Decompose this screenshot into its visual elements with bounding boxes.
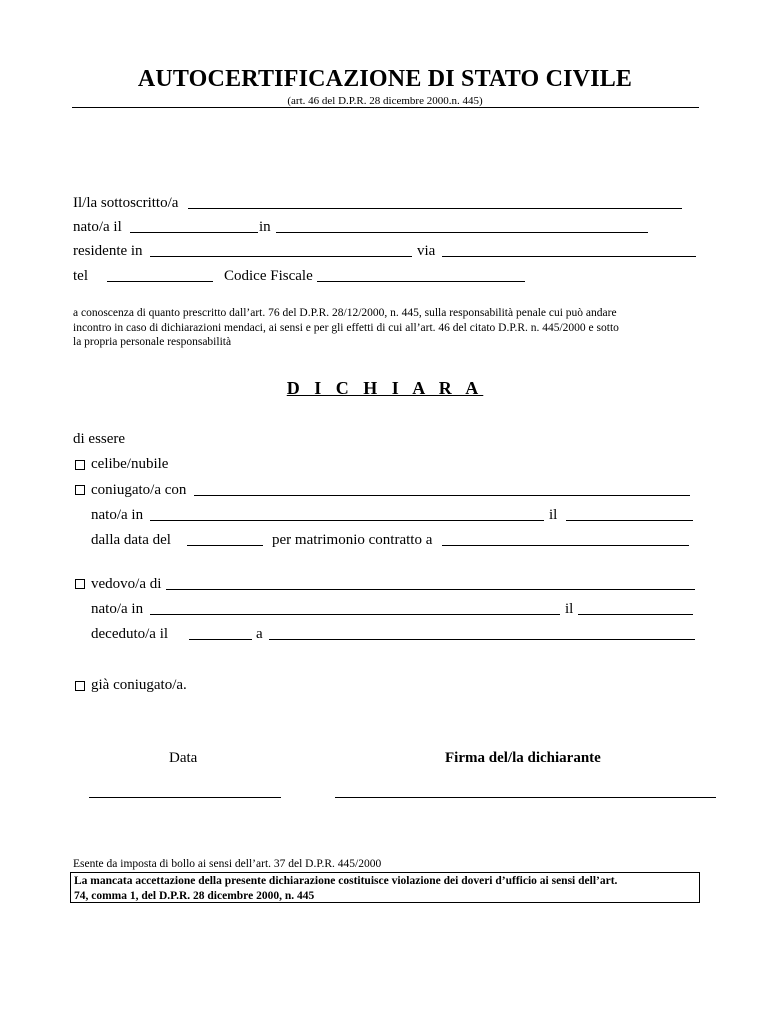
esente-note: Esente da imposta di bollo ai sensi dell’art. 37 del D.P.R. 445/2000 [73, 858, 382, 870]
coniugato-il-label: il [549, 507, 558, 523]
vedovo-il-field[interactable] [578, 614, 693, 615]
tel-label: tel [73, 268, 88, 284]
deceduto-label: deceduto/a il [91, 626, 169, 642]
legal-paragraph [73, 306, 619, 350]
via-label: via [417, 243, 436, 259]
via-field[interactable] [442, 256, 696, 257]
dalla-data-label: dalla data del [91, 532, 171, 548]
deceduto-data-field[interactable] [189, 639, 252, 640]
deceduto-a-label: a [256, 626, 263, 642]
vedovo-checkbox[interactable] [75, 579, 85, 589]
coniugato-checkbox[interactable] [75, 485, 85, 495]
matrimonio-label: per matrimonio contratto a [272, 532, 433, 548]
legal-line-2: incontro in caso di dichiarazioni mendaci, ai sensi e per gli effetti di cui all’art. 46 del citato D.P.R. n. 445/2000 e sotto [73, 321, 619, 334]
legal-line-1: a conoscenza di quanto prescritto dall’art. 76 del D.P.R. 28/12/2000, n. 445, sulla responsabilità penale cui può andare [73, 307, 617, 319]
gia-coniugato-label: già coniugato/a. [91, 677, 187, 693]
coniugato-label: coniugato/a con [91, 482, 187, 498]
firma-label: Firma del/la dichiarante [445, 750, 601, 766]
coniugato-nato-in-label: nato/a in [91, 507, 144, 523]
vedovo-nato-in-label: nato/a in [91, 601, 144, 617]
celibe-label: celibe/nubile [91, 456, 169, 472]
document-title: AUTOCERTIFICAZIONE DI STATO CIVILE [137, 66, 633, 92]
di-essere-label: di essere [73, 431, 126, 447]
vedovo-nato-in-field[interactable] [150, 614, 560, 615]
firma-signature-field[interactable] [335, 797, 716, 798]
coniugato-nato-in-field[interactable] [150, 520, 544, 521]
nato-il-field[interactable] [130, 232, 258, 233]
vedovo-field[interactable] [166, 589, 695, 590]
dalla-data-field[interactable] [187, 545, 263, 546]
dichiara-heading: D I C H I A R A [286, 378, 484, 398]
sottoscritto-field[interactable] [188, 208, 682, 209]
data-signature-field[interactable] [89, 797, 281, 798]
notice-line-2: 74, comma 1, del D.P.R. 28 dicembre 2000, n. 445 [74, 889, 315, 902]
vedovo-il-label: il [565, 601, 574, 617]
header-rule [72, 107, 699, 108]
document-subtitle: (art. 46 del D.P.R. 28 dicembre 2000.n. 445) [287, 95, 483, 107]
vedovo-label: vedovo/a di [91, 576, 162, 592]
notice-line-1: La mancata accettazione della presente dichiarazione costituisce violazione dei doveri d’ufficio ai sensi dell’art. [74, 875, 618, 887]
deceduto-luogo-field[interactable] [269, 639, 695, 640]
coniugato-il-field[interactable] [566, 520, 693, 521]
gia-coniugato-checkbox[interactable] [75, 681, 85, 691]
data-label: Data [169, 750, 198, 766]
legal-line-3: la propria personale responsabilità [73, 336, 232, 348]
coniugato-con-field[interactable] [194, 495, 690, 496]
codice-fiscale-field[interactable] [317, 281, 525, 282]
legal-notice-box [70, 872, 700, 903]
nato-in-label: in [259, 219, 271, 235]
sottoscritto-label: Il/la sottoscritto/a [73, 195, 179, 211]
nato-il-label: nato/a il [73, 219, 122, 235]
residente-field[interactable] [150, 256, 412, 257]
matrimonio-field[interactable] [442, 545, 689, 546]
residente-label: residente in [73, 243, 143, 259]
celibe-checkbox[interactable] [75, 460, 85, 470]
nato-in-field[interactable] [276, 232, 648, 233]
tel-field[interactable] [107, 281, 213, 282]
codice-fiscale-label: Codice Fiscale [224, 268, 313, 284]
